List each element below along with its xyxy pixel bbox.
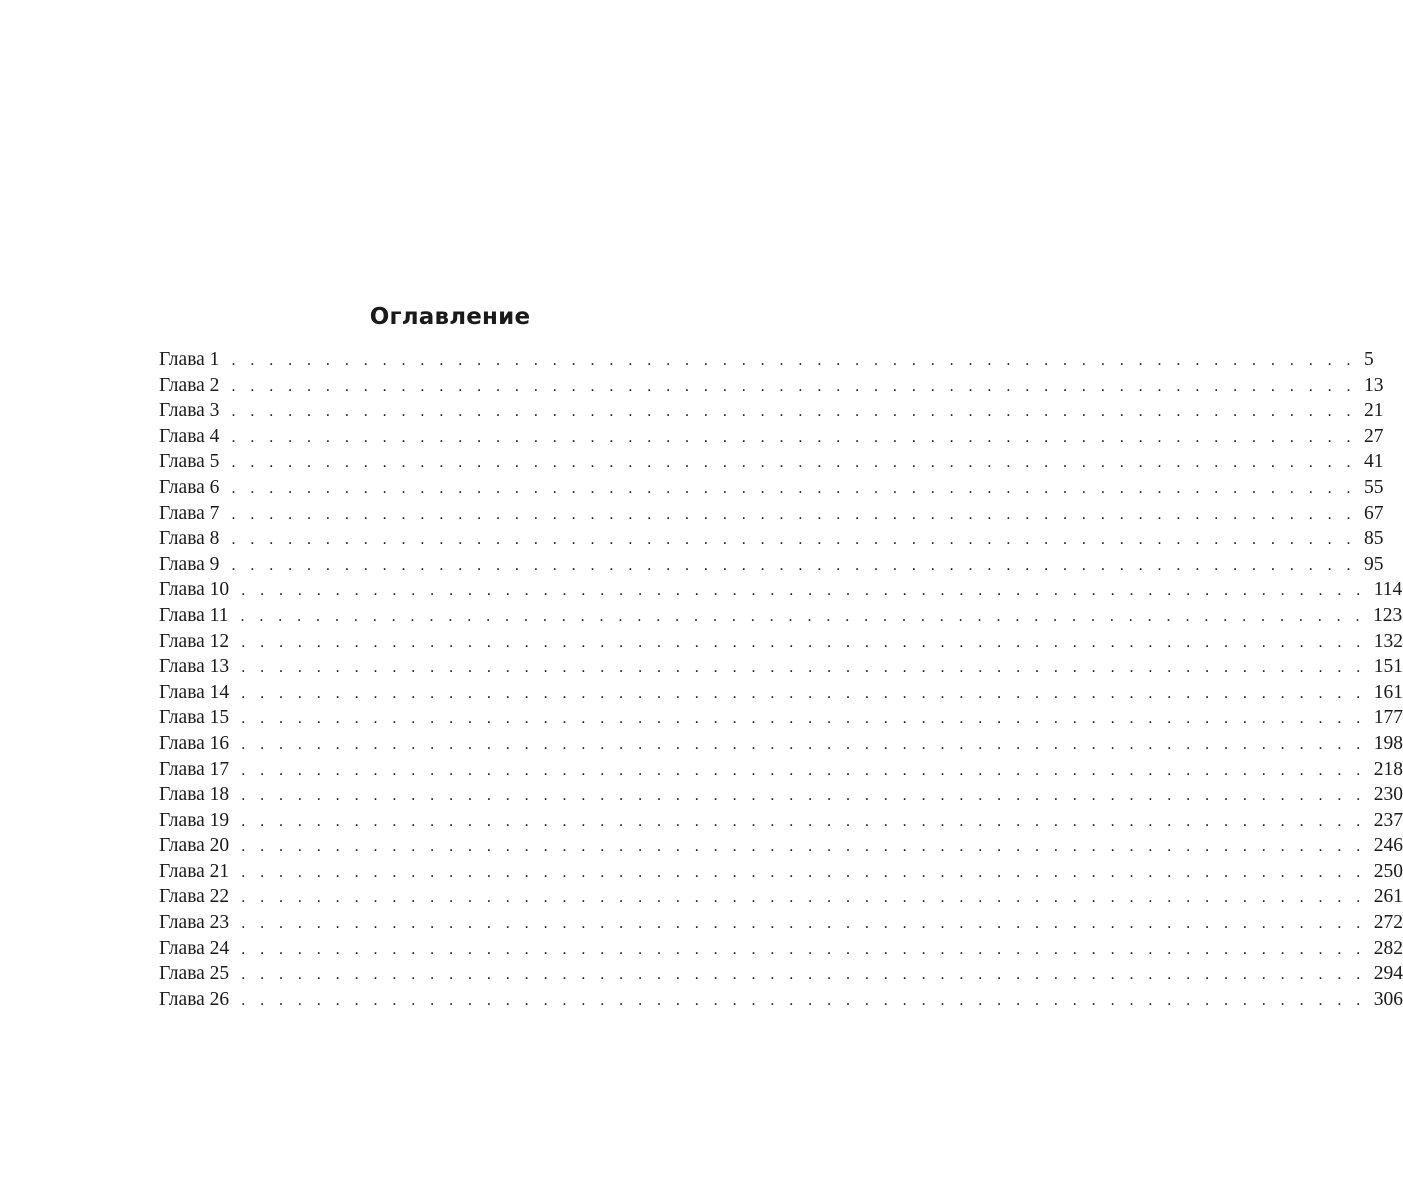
dot-leader: . . . . . . . . . . . . . . . . . . . . . . . . . . . . . . . . . . . . . . . . . . . . . . . . . . . . . . . . . . . . <box>241 991 1366 1009</box>
dot-leader: . . . . . . . . . . . . . . . . . . . . . . . . . . . . . . . . . . . . . . . . . . . . . . . . . . . . . . . . . . . . <box>241 812 1366 830</box>
toc-entry-label: Глава 26 <box>159 988 230 1010</box>
dot-leader: . . . . . . . . . . . . . . . . . . . . . . . . . . . . . . . . . . . . . . . . . . . . . . . . . . . . . . . . . . . . <box>241 863 1366 881</box>
toc-entry-label: Глава 21 <box>159 860 230 882</box>
toc-entry-label: Глава 13 <box>159 656 230 678</box>
dot-leader: . . . . . . . . . . . . . . . . . . . . . . . . . . . . . . . . . . . . . . . . . . . . . . . . . . . . . . . . . . . . <box>241 582 1366 600</box>
toc-entry[interactable] <box>159 884 1403 910</box>
toc-entry[interactable] <box>159 782 1403 808</box>
dot-leader: . . . . . . . . . . . . . . . . . . . . . . . . . . . . . . . . . . . . . . . . . . . . . . . . . . . . . . . . . . . . <box>231 377 1356 395</box>
toc-entry[interactable] <box>159 936 1403 962</box>
toc-entry[interactable] <box>159 424 1384 450</box>
toc-entry[interactable] <box>159 680 1403 706</box>
toc-entry-label: Глава 5 <box>159 451 220 473</box>
toc-entry[interactable] <box>159 910 1403 936</box>
toc-entry[interactable] <box>159 705 1403 731</box>
toc-entry-label: Глава 9 <box>159 553 220 575</box>
dot-leader: . . . . . . . . . . . . . . . . . . . . . . . . . . . . . . . . . . . . . . . . . . . . . . . . . . . . . . . . . . . . <box>231 428 1356 446</box>
dot-leader: . . . . . . . . . . . . . . . . . . . . . . . . . . . . . . . . . . . . . . . . . . . . . . . . . . . . . . . . . . . . <box>241 659 1366 677</box>
dot-leader: . . . . . . . . . . . . . . . . . . . . . . . . . . . . . . . . . . . . . . . . . . . . . . . . . . . . . . . . . . . . <box>241 966 1366 984</box>
toc-entry-label: Глава 15 <box>159 707 230 729</box>
toc-entry-label: Глава 10 <box>159 579 230 601</box>
toc-entry-page-number: 261 <box>1373 886 1403 908</box>
toc-entry-label: Глава 1 <box>159 349 220 370</box>
toc-entry[interactable] <box>159 859 1403 885</box>
toc-entry[interactable] <box>159 475 1384 501</box>
toc-entry-label: Глава 25 <box>159 963 230 985</box>
dot-leader: . . . . . . . . . . . . . . . . . . . . . . . . . . . . . . . . . . . . . . . . . . . . . . . . . . . . . . . . . . . . <box>241 838 1366 856</box>
toc-entry-page-number: 250 <box>1373 860 1403 882</box>
dot-leader: . . . . . . . . . . . . . . . . . . . . . . . . . . . . . . . . . . . . . . . . . . . . . . . . . . . . . . . . . . . . <box>231 352 1356 369</box>
toc-entry-label: Глава 3 <box>159 400 220 422</box>
toc-entry-page-number: 123 <box>1373 604 1403 626</box>
toc-title: Оглавление <box>369 304 531 330</box>
toc-entry-label: Глава 16 <box>159 732 230 754</box>
toc-entry[interactable] <box>159 398 1384 424</box>
toc-entry-page-number: 27 <box>1364 425 1384 447</box>
toc-entry[interactable] <box>159 757 1403 783</box>
toc-entry-page-number: 230 <box>1373 784 1403 806</box>
toc-entry-label: Глава 6 <box>159 476 220 498</box>
toc-list <box>159 347 1403 1012</box>
toc-entry[interactable] <box>159 833 1403 859</box>
dot-leader: . . . . . . . . . . . . . . . . . . . . . . . . . . . . . . . . . . . . . . . . . . . . . . . . . . . . . . . . . . . . <box>241 915 1366 933</box>
toc-entry-label: Глава 14 <box>159 681 230 703</box>
toc-entry-page-number: 246 <box>1373 835 1403 857</box>
dot-leader: . . . . . . . . . . . . . . . . . . . . . . . . . . . . . . . . . . . . . . . . . . . . . . . . . . . . . . . . . . . . <box>241 684 1366 702</box>
toc-entry-page-number: 161 <box>1373 681 1403 703</box>
toc-entry-label: Глава 8 <box>159 528 220 550</box>
dot-leader: . . . . . . . . . . . . . . . . . . . . . . . . . . . . . . . . . . . . . . . . . . . . . . . . . . . . . . . . . . . . <box>231 556 1356 574</box>
toc-entry[interactable] <box>159 347 1374 373</box>
dot-leader: . . . . . . . . . . . . . . . . . . . . . . . . . . . . . . . . . . . . . . . . . . . . . . . . . . . . . . . . . . . . <box>241 735 1366 753</box>
toc-entry-label: Глава 7 <box>159 502 220 524</box>
dot-leader: . . . . . . . . . . . . . . . . . . . . . . . . . . . . . . . . . . . . . . . . . . . . . . . . . . . . . . . . . . . . <box>231 479 1356 497</box>
dot-leader: . . . . . . . . . . . . . . . . . . . . . . . . . . . . . . . . . . . . . . . . . . . . . . . . . . . . . . . . . . . . <box>231 505 1356 523</box>
dot-leader: . . . . . . . . . . . . . . . . . . . . . . . . . . . . . . . . . . . . . . . . . . . . . . . . . . . . . . . . . . . . <box>231 454 1356 472</box>
toc-entry-page-number: 272 <box>1373 912 1403 934</box>
dot-leader: . . . . . . . . . . . . . . . . . . . . . . . . . . . . . . . . . . . . . . . . . . . . . . . . . . . . . . . . . . . . <box>231 403 1356 421</box>
toc-entry-page-number: 177 <box>1373 707 1403 729</box>
toc-entry[interactable] <box>159 373 1384 399</box>
toc-entry-page-number: 132 <box>1373 630 1403 652</box>
toc-entry-page-number: 85 <box>1364 528 1384 550</box>
toc-entry[interactable] <box>159 577 1403 603</box>
toc-entry-page-number: 151 <box>1373 656 1403 678</box>
toc-entry-label: Глава 22 <box>159 886 230 908</box>
toc-entry-page-number: 67 <box>1364 502 1384 524</box>
dot-leader: . . . . . . . . . . . . . . . . . . . . . . . . . . . . . . . . . . . . . . . . . . . . . . . . . . . . . . . . . . . . <box>241 889 1366 907</box>
toc-entry[interactable] <box>159 654 1403 680</box>
toc-entry-label: Глава 12 <box>159 630 230 652</box>
toc-entry-page-number: 13 <box>1364 374 1384 396</box>
toc-entry-page-number: 294 <box>1373 963 1403 985</box>
toc-entry-label: Глава 17 <box>159 758 230 780</box>
dot-leader: . . . . . . . . . . . . . . . . . . . . . . . . . . . . . . . . . . . . . . . . . . . . . . . . . . . . . . . . . . . . <box>241 633 1366 651</box>
toc-entry-label: Глава 24 <box>159 937 230 959</box>
toc-entry[interactable] <box>159 961 1403 987</box>
toc-entry-label: Глава 11 <box>159 604 229 626</box>
toc-entry[interactable] <box>159 731 1403 757</box>
toc-entry-label: Глава 23 <box>159 912 230 934</box>
dot-leader: . . . . . . . . . . . . . . . . . . . . . . . . . . . . . . . . . . . . . . . . . . . . . . . . . . . . . . . . . . . . <box>231 531 1356 549</box>
toc-entry-page-number: 114 <box>1373 579 1403 601</box>
toc-entry[interactable] <box>159 501 1384 527</box>
toc-entry-label: Глава 19 <box>159 809 230 831</box>
toc-entry[interactable] <box>159 808 1403 834</box>
toc-entry-page-number: 237 <box>1373 809 1403 831</box>
toc-entry-label: Глава 20 <box>159 835 230 857</box>
dot-leader: . . . . . . . . . . . . . . . . . . . . . . . . . . . . . . . . . . . . . . . . . . . . . . . . . . . . . . . . . . . . <box>241 787 1366 805</box>
toc-entry[interactable] <box>159 603 1403 629</box>
dot-leader: . . . . . . . . . . . . . . . . . . . . . . . . . . . . . . . . . . . . . . . . . . . . . . . . . . . . . . . . . . . . <box>241 761 1366 779</box>
toc-entry-page-number: 21 <box>1364 400 1384 422</box>
toc-entry[interactable] <box>159 552 1384 578</box>
toc-entry[interactable] <box>159 629 1403 655</box>
dot-leader: . . . . . . . . . . . . . . . . . . . . . . . . . . . . . . . . . . . . . . . . . . . . . . . . . . . . . . . . . . . . <box>240 607 1366 625</box>
toc-entry[interactable] <box>159 449 1384 475</box>
toc-entry-label: Глава 18 <box>159 784 230 806</box>
dot-leader: . . . . . . . . . . . . . . . . . . . . . . . . . . . . . . . . . . . . . . . . . . . . . . . . . . . . . . . . . . . . <box>241 710 1366 728</box>
dot-leader: . . . . . . . . . . . . . . . . . . . . . . . . . . . . . . . . . . . . . . . . . . . . . . . . . . . . . . . . . . . . <box>241 940 1366 958</box>
toc-entry-page-number: 282 <box>1373 937 1403 959</box>
toc-entry-label: Глава 4 <box>159 425 220 447</box>
toc-entry[interactable] <box>159 987 1403 1013</box>
toc-entry[interactable] <box>159 526 1384 552</box>
toc-entry-page-number: 5 <box>1364 349 1374 370</box>
toc-entry-page-number: 218 <box>1373 758 1403 780</box>
toc-entry-page-number: 306 <box>1373 988 1403 1010</box>
toc-entry-label: Глава 2 <box>159 374 220 396</box>
toc-entry-page-number: 95 <box>1364 553 1384 575</box>
toc-entry-page-number: 41 <box>1364 451 1384 473</box>
toc-entry-page-number: 198 <box>1373 732 1403 754</box>
toc-entry-page-number: 55 <box>1364 476 1384 498</box>
